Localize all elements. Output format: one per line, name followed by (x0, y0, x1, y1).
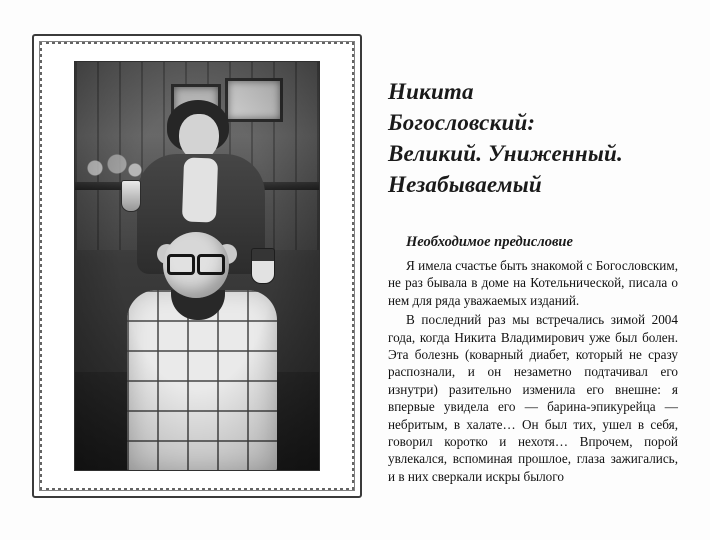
article-text-column (388, 76, 678, 485)
headline-line-4: Незабываемый (388, 172, 542, 197)
headline-line-1: Никита (388, 79, 474, 104)
article-paragraph: Я имела счастье быть знакомой с Богословским, не раз бывала в доме на Котельнической, писала о нем для ряда уважаемых изданий. (388, 258, 678, 308)
article-headline (388, 76, 678, 200)
article-subhead: Необходимое предисловие (406, 234, 573, 250)
article-paragraph: В последний раз мы встречались зимой 2004 года, когда Никита Владимирович уже был болен. Эта болезнь (коварный диабет, который не сразу распознали, и он незаметно подтачивал его изнутри) разительно изменила его внешне: я впервые увидела его — барина-эпикурейца — небритым, в халате… Он был тих, ушел в себя, говорил коротко и нехотя… Впрочем, порой увлекался, вспоминая прошлое, глаза зажигались, и в них сверкали искры былого (388, 312, 678, 484)
photo-vignette (75, 62, 319, 470)
headline-line-2: Богословский: (388, 110, 536, 135)
article-photo (74, 61, 320, 471)
headline-line-3: Великий. Униженный. (388, 141, 623, 166)
photo-block (32, 34, 362, 498)
article-body (388, 257, 678, 485)
